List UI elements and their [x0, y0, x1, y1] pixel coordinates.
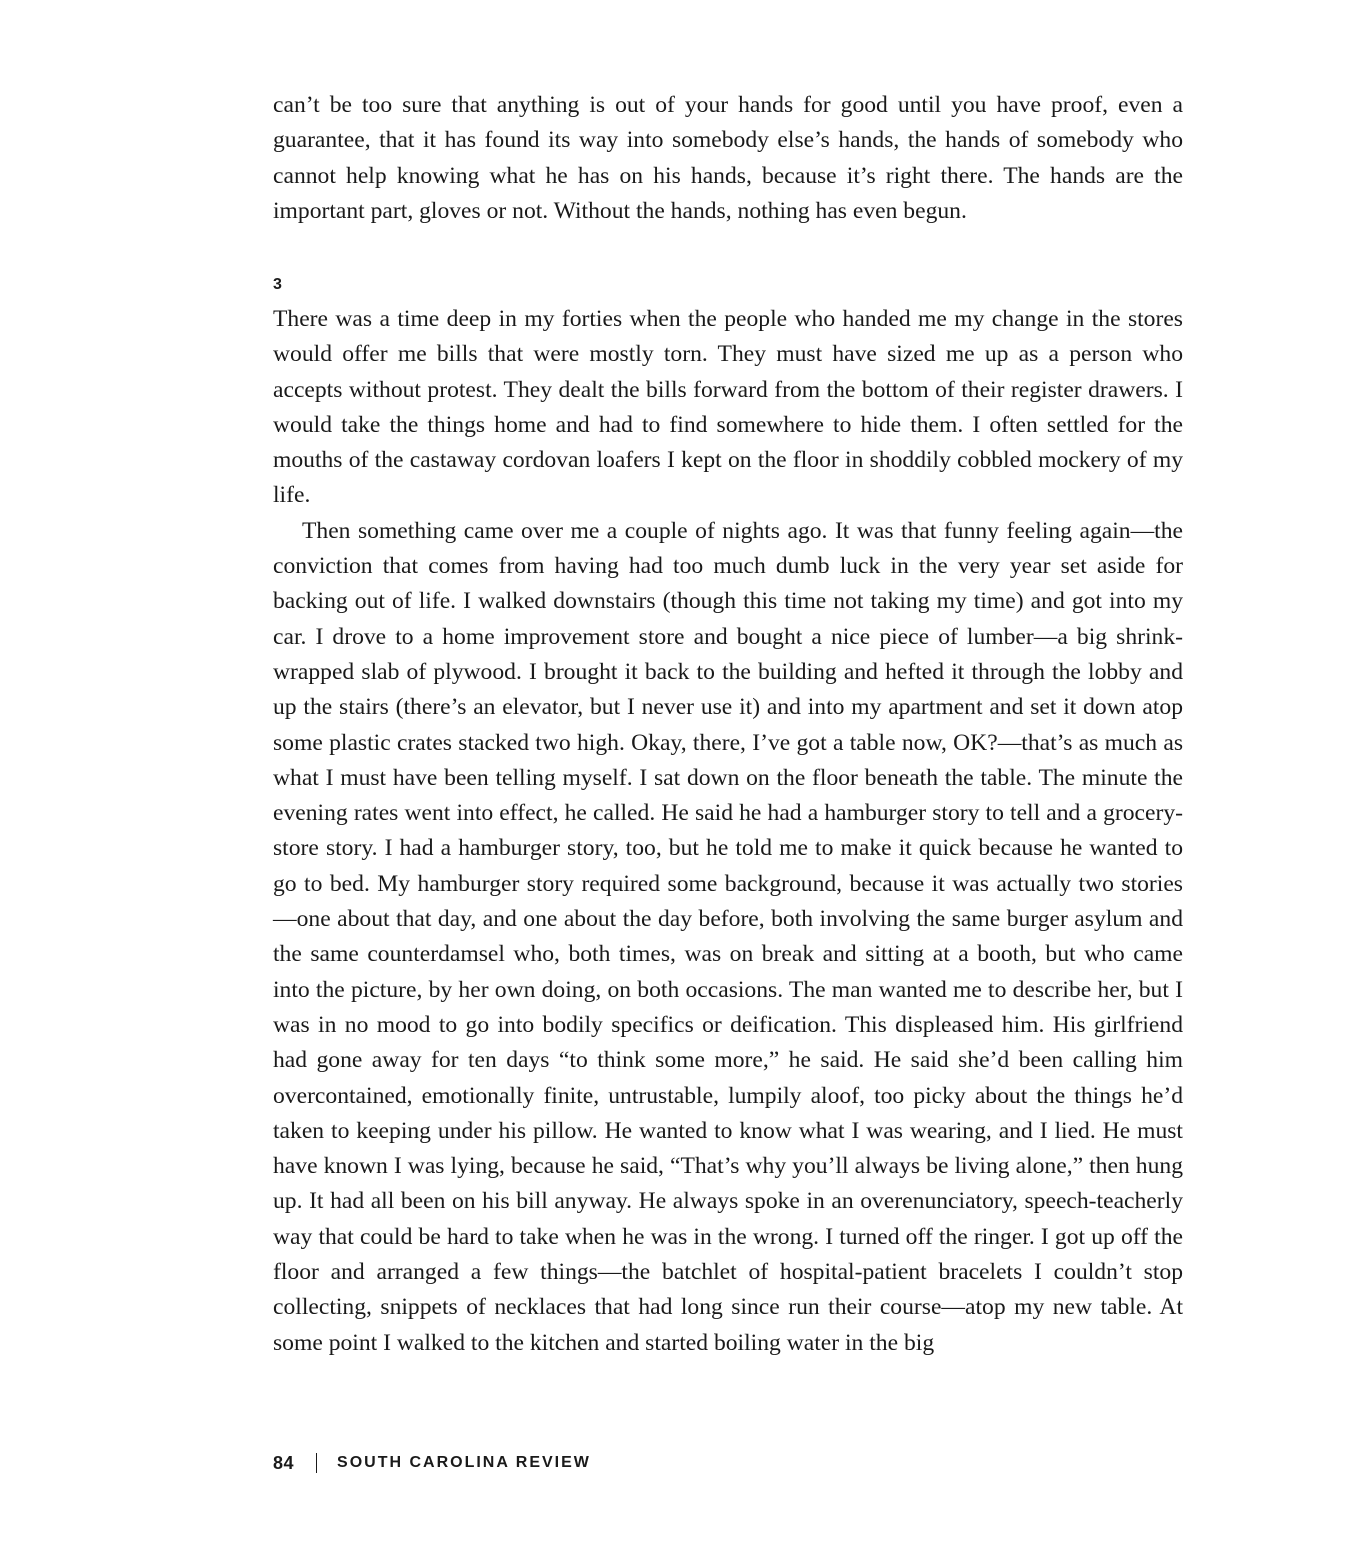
continued-paragraph-block: [273, 88, 1183, 229]
section-body: [273, 302, 1183, 1361]
body-paragraph: can’t be too sure that anything is out of your hands for good until you have proof, even a guarantee, that it has found its way into somebody else’s hands, the hands of somebody who cannot help knowing what he has on his hands, because it’s right there. The hands are the important part, gloves or not. Without the hands, nothing has even begun.: [273, 92, 1183, 224]
page-number: 84: [273, 1452, 295, 1473]
page-footer: [273, 1451, 591, 1475]
body-paragraph: Then something came over me a couple of nights ago. It was that funny feeling again—the conviction that comes from having had too much dumb luck in the very year set aside for backing out of life. I walked downstairs (though this time not taking my time) and got into my car. I drove to a home improvement store and bought a nice piece of lumber—a big shrink-wrapped slab of plywood. I brought it back to the building and hefted it through the lobby and up the stairs (there’s an elevator, but I never use it) and into my apartment and set it down atop some plastic crates stacked two high. Okay, there, I’ve got a table now, OK?—that’s as much as what I must have been telling myself. I sat down on the floor beneath the table. The minute the evening rates went into effect, he called. He said he had a hamburger story to tell and a grocery-store story. I had a hamburger story, too, but he told me to make it quick because he wanted to go to bed. My hamburger story required some background, because it was actually two stories—one about that day, and one about the day before, both involving the same burger asylum and the same counterdamsel who, both times, was on break and sitting at a booth, but who came into the picture, by her own doing, on both occasions. The man wanted me to describe her, but I was in no mood to go into bodily specifics or deification. This displeased him. His girlfriend had gone away for ten days “to think some more,” he said. He said she’d been calling him overcontained, emotionally finite, untrustable, lumpily aloof, too picky about the things he’d taken to keeping under his pillow. He wanted to know what I was wearing, and I lied. He must have known I was lying, because he said, “That’s why you’ll always be living alone,” then hung up. It had all been on his bill anyway. He always spoke in an overenunciatory, speech-teacherly way that could be hard to take when he was in the wrong. I turned off the ringer. I got up off the floor and arranged a few things—the batchlet of hospital-patient bracelets I couldn’t stop collecting, snippets of necklaces that had long since run their course—atop my new table. At some point I walked to the kitchen and started boiling water in the big: [273, 517, 1183, 1356]
section-number: 3: [273, 276, 282, 293]
journal-name: SOUTH CAROLINA REVIEW: [337, 1454, 591, 1471]
body-paragraph: There was a time deep in my forties when the people who handed me my change in the stores would offer me bills that were mostly torn. They must have sized me up as a person who accepts without protest. They dealt the bills forward from the bottom of their register drawers. I would take the things home and had to find somewhere to hide them. I often settled for the mouths of the castaway cordovan loafers I kept on the floor in shoddily cobbled mockery of my life.: [273, 306, 1183, 509]
footer-divider: [316, 1453, 317, 1473]
